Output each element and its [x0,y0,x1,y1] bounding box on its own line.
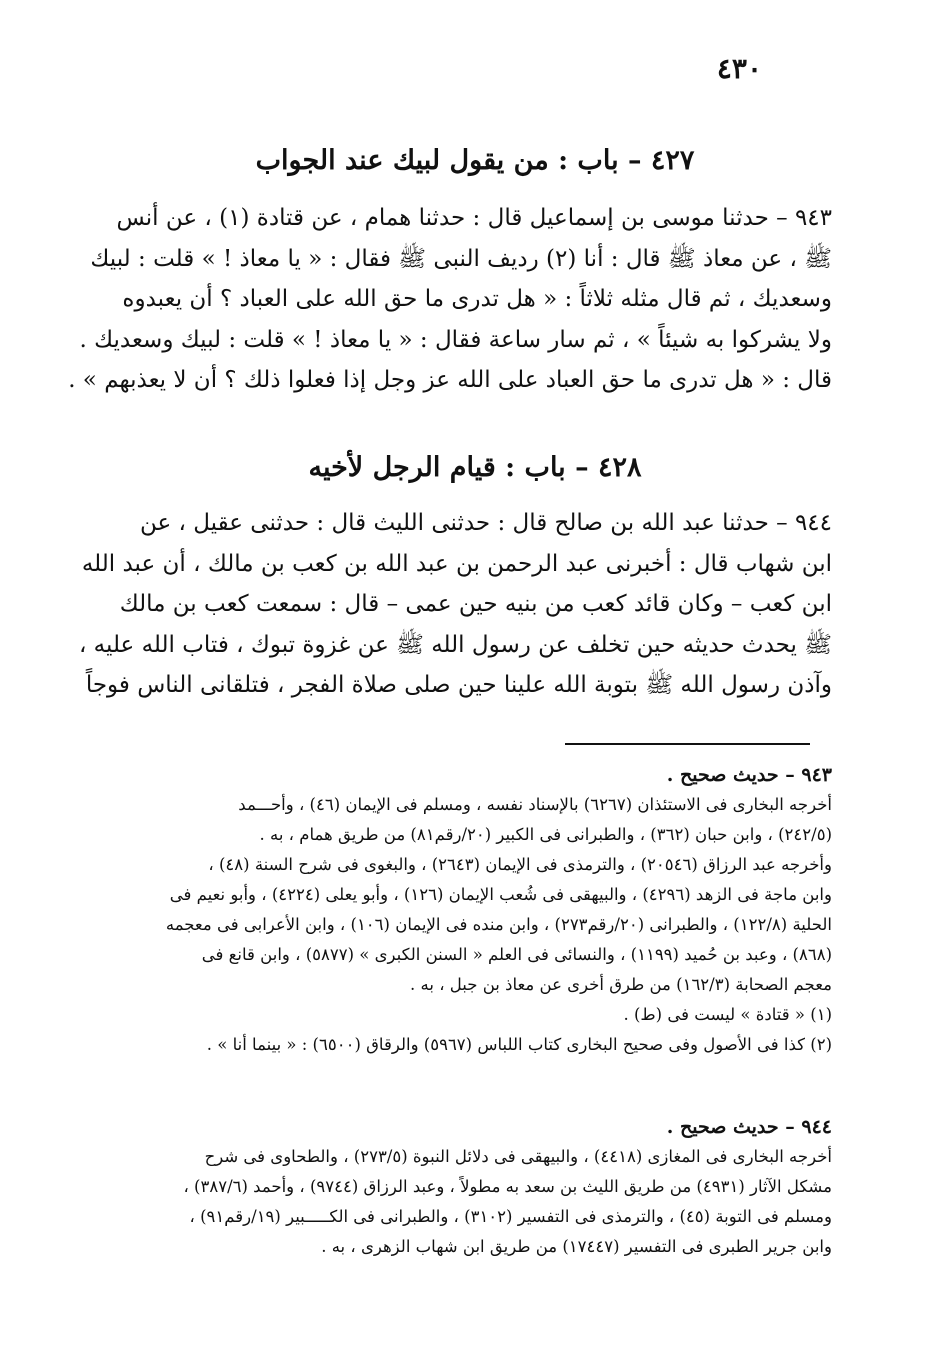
chapter-title-427: ٤٢٧ – باب : من يقول لبيك عند الجواب [255,145,695,176]
chapter-title-428: ٤٢٨ – باب : قيام الرجل لأخيه [308,452,642,483]
text-line: ولا يشركوا به شيئاً » ، ثم سار ساعة فقال : « يا معاذ ! » قلت : لبيك وسعديك . [79,326,832,353]
footnote-line: (٨٦٨) ، وعبد بن حُميد (١١٩٩) ، والنسائى فى العلم « السنن الكبرى » (٥٨٧٧) ، وابن قانع فى [201,945,832,964]
footnote-heading: ٩٤٤ – حديث صحيح . [666,1116,832,1138]
text-line: وآذن رسول الله ﷺ بتوبة الله علينا حين صلى صلاة الفجر ، فتلقانى الناس فوجاً [85,672,832,698]
footnote-line: الحلية (١٢٢/٨) ، والطبرانى (٢٠/رقم٢٧٣) ، وابن منده فى الإيمان (١٠٦) ، وابن الأعرابى فى معجمه [165,915,832,934]
footnote-note-1: (١) « قتادة » ليست فى (ط) . [623,1005,832,1024]
page-number: ٤٣٠ [716,52,762,85]
footnote-heading: ٩٤٣ – حديث صحيح . [666,764,832,786]
footnote-line: معجم الصحابة (١٦٢/٣) من طرق أخرى عن معاذ بن جبل ، به . [410,975,832,994]
footnote-line: ومسلم فى التوبة (٤٥) ، والترمذى فى التفسير (٣١٠٢) ، والطبرانى فى الكـــــبير (١٩/رقم٩١) ، [189,1207,832,1226]
footnote-line: أخرجه البخارى فى المغازى (٤٤١٨) ، والبيهقى فى دلائل النبوة (٢٧٣/٥) ، والطحاوى فى شرح [204,1147,832,1166]
hadith-944-text [78,503,832,706]
footnote-line: مشكل الآثار (٤٩٣١) من طريق الليث بن سعد به مطولاً ، وعبد الرزاق (٩٧٤٤) ، وأحمد (٣٨٧/٦) ، [183,1177,832,1196]
footnote-divider [565,743,810,745]
text-line: ٩٤٣ – حدثنا موسى بن إسماعيل قال : حدثنا همام ، عن قتادة (١) ، عن أنس [116,205,832,231]
footnote-note-2: (٢) كذا فى الأصول وفى صحيح البخارى كتاب اللباس (٥٩٦٧) والرقاق (٦٥٠٠) : « بينما أنا » . [206,1035,832,1054]
footnote-line: أخرجه البخارى فى الاستئذان (٦٢٦٧) بالإسناد نفسه ، ومسلم فى الإيمان (٤٦) ، وأحـــمد [238,795,832,814]
text-line: ﷺ ، عن معاذ ﷺ قال : أنا (٢) رديف النبى ﷺ فقال : « يا معاذ ! » قلت : لبيك [90,245,832,272]
text-line: قال : « هل تدرى ما حق العباد على الله عز وجل إذا فعلوا ذلك ؟ أن لا يعذبهم » . [68,367,832,393]
text-line: وسعديك ، ثم قال مثله ثلاثاً : « هل تدرى ما حق الله على العباد ؟ أن يعبدوه [122,286,832,312]
footnote-line: (٢٤٢/٥) ، وابن حبان (٣٦٢) ، والطبرانى فى الكبير (٢٠/رقم٨١) من طريق همام ، به . [259,825,832,844]
text-line: ٩٤٤ – حدثنا عبد الله بن صالح قال : حدثنى الليث قال : حدثنى عقيل ، عن [139,510,832,536]
text-line: ابن كعب – وكان قائد كعب من بنيه حين عمى – قال : سمعت كعب بن مالك [119,591,832,617]
footnote-line: وابن ماجة فى الزهد (٤٢٩٦) ، والبيهقى فى شُعب الإيمان (١٢٦) ، وأبو يعلى (٤٢٢٤) ، وأبو نعيم فى [169,885,832,904]
footnote-line: وأخرجه عبد الرزاق (٢٠٥٤٦) ، والترمذى فى الإيمان (٢٦٤٣) ، والبغوى فى شرح السنة (٤٨) ، [208,855,832,874]
footnotes-943 [132,760,832,1060]
footnotes-944 [132,1112,832,1262]
text-line: ابن شهاب قال : أخبرنى عبد الرحمن بن عبد الله بن كعب بن مالك ، أن عبد الله [81,550,832,577]
text-line: ﷺ يحدث حديثه حين تخلف عن رسول الله ﷺ عن غزوة تبوك ، فتاب الله عليه ، [78,631,832,658]
hadith-943-text [68,198,832,401]
footnote-line: وابن جرير الطبرى فى التفسير (١٧٤٤٧) من طريق ابن شهاب الزهرى ، به . [321,1237,832,1256]
